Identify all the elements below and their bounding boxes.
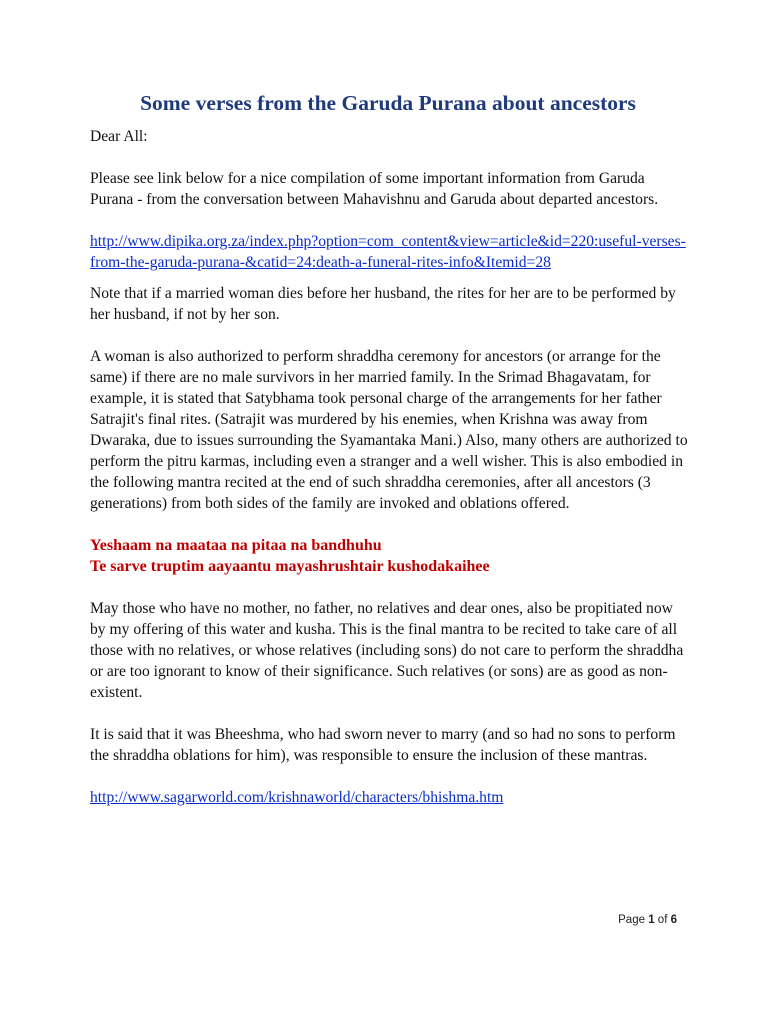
bheeshma-paragraph: It is said that it was Bheeshma, who had sworn never to marry (and so had no sons to perform the shraddha oblations for him), was responsible to ensure the inclusion of these mantras. xyxy=(90,726,676,764)
dipika-link[interactable]: http://www.dipika.org.za/index.php?option=com_content&view=article&id=220:useful-verses-from-the-garuda-purana-&catid=24:death-a-funeral-rites-info&Itemid=28 xyxy=(90,233,686,271)
page-of: of xyxy=(657,914,668,926)
link-paragraph xyxy=(90,231,690,273)
page-number xyxy=(618,914,677,926)
sagarworld-link[interactable]: http://www.sagarworld.com/krishnaworld/characters/bhishma.htm xyxy=(90,789,504,806)
greeting: Dear All: xyxy=(90,128,148,145)
link-paragraph-2 xyxy=(90,787,690,808)
meaning-paragraph: May those who have no mother, no father, no relatives and dear ones, also be propitiated now by my offering of this water and kusha. This is the final mantra to be recited to take care of all those with no relatives, or whose relatives (including sons) do not care to perform the shraddha or are too ignorant to know of their significance. Such relatives (or sons) are as good as non-existent. xyxy=(90,600,684,701)
page-current: 1 xyxy=(648,914,655,926)
note-paragraph: Note that if a married woman dies before her husband, the rites for her are to be performed by her husband, if not by her son. xyxy=(90,285,676,323)
mantra-line-2: Te sarve truptim aayaantu mayashrushtair kushodakaihee xyxy=(90,558,490,575)
woman-paragraph: A woman is also authorized to perform shraddha ceremony for ancestors (or arrange for the same) if there are no male survivors in her married family. In the Srimad Bhagavatam, for example, it is stated that Satybhama took personal charge of the arrangements for her father Satrajit's final rites. (Satrajit was murdered by his enemies, when Krishna was away from Dwaraka, due to issues surrounding the Syamantaka Mani.) Also, many others are authorized to perform the pitru karmas, including even a stranger and a well wisher. This is also embodied in the following mantra recited at the end of such shraddha ceremonies, after all ancestors (3 generations) from both sides of the family are invoked and oblations offered. xyxy=(90,348,688,512)
page-label: Page xyxy=(618,914,645,926)
document-title: Some verses from the Garuda Purana about ancestors xyxy=(140,91,636,115)
intro-paragraph: Please see link below for a nice compilation of some important information from Garuda Purana - from the conversation between Mahavishnu and Garuda about departed ancestors. xyxy=(90,170,659,208)
mantra-line-1: Yeshaam na maataa na pitaa na bandhuhu xyxy=(90,537,382,554)
document-body xyxy=(90,88,690,829)
page-total: 6 xyxy=(670,914,677,926)
mantra-block xyxy=(90,535,690,577)
